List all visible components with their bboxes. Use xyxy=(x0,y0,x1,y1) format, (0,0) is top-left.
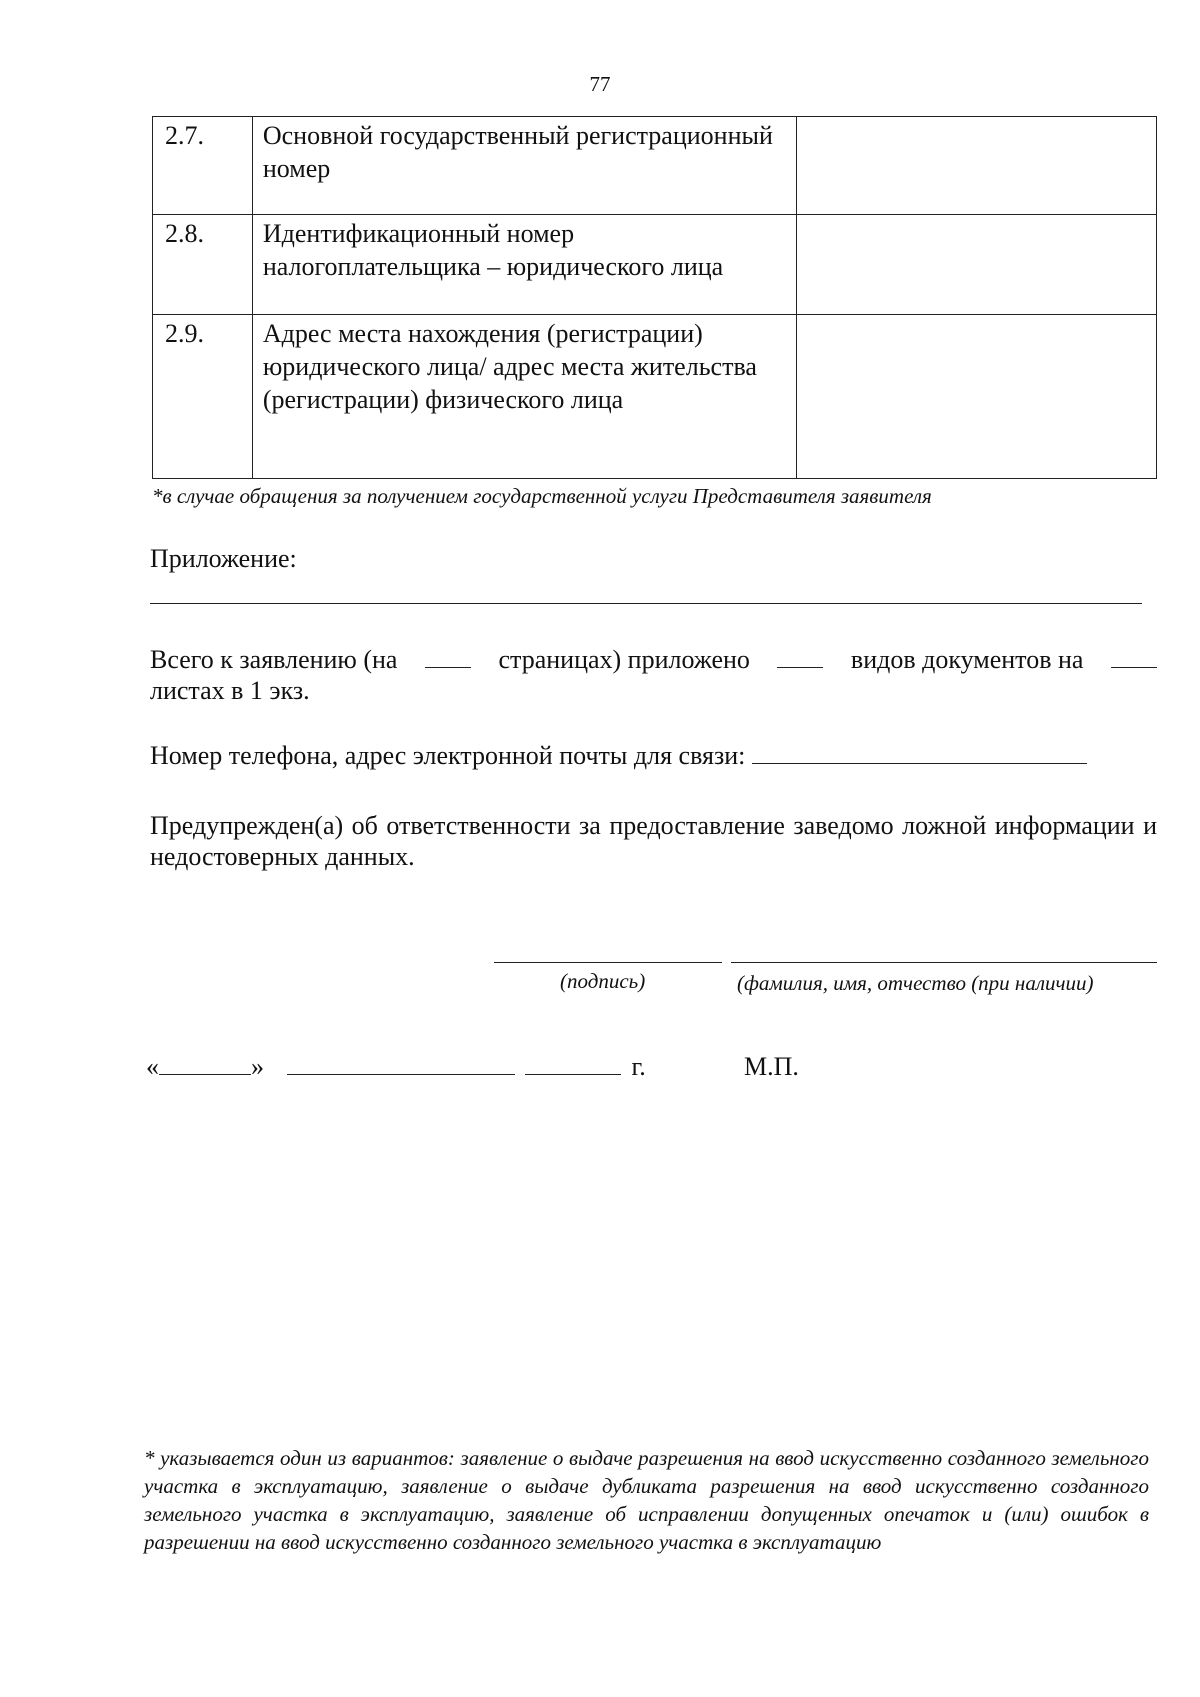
year-suffix: г. xyxy=(631,1052,646,1081)
sheets-count-field[interactable] xyxy=(1111,647,1157,668)
footnote: * указывается один из вариантов: заявление о выдаче разрешения на ввод искусственно созданного земельного участка в эксплуатацию, заявление о выдаче дубликата разрешения на ввод искусственно созданного земельного участка в эксплуатацию, заявление об исправлении допущенных опечаток и (или) ошибок в разрешении на ввод искусственно созданного земельного участка в эксплуатацию xyxy=(144,1446,1149,1554)
row-number: 2.9. xyxy=(153,315,253,479)
row-value-field[interactable] xyxy=(797,215,1157,315)
table-row xyxy=(153,117,1157,215)
contact-label: Номер телефона, адрес электронной почты для связи: xyxy=(150,741,746,770)
table-row xyxy=(153,315,1157,479)
document-types-count-field[interactable] xyxy=(777,647,823,668)
signature-caption: (подпись) xyxy=(560,969,646,993)
row-label: Основной государственный регистрационный номер xyxy=(252,117,796,215)
row-number: 2.8. xyxy=(153,215,253,315)
stamp-place-label: М.П. xyxy=(744,1052,799,1081)
year-field[interactable] xyxy=(525,1052,621,1075)
day-field[interactable] xyxy=(159,1052,251,1075)
attachments-text-4: листах в 1 экз. xyxy=(150,676,310,705)
attachments-text-2: страницах) приложено xyxy=(498,645,750,674)
attachments-text-1: Всего к заявлению (на xyxy=(150,645,398,674)
row-value-field[interactable] xyxy=(797,315,1157,479)
row-number: 2.7. xyxy=(153,117,253,215)
open-quote: « xyxy=(146,1052,159,1081)
full-name-caption: (фамилия, имя, отчество (при наличии) xyxy=(737,971,1094,995)
applicant-details-table xyxy=(152,116,1157,479)
table-row xyxy=(153,215,1157,315)
attachments-text-3: видов документов на xyxy=(850,645,1084,674)
full-name-line-field[interactable] xyxy=(731,962,1157,963)
row-label: Адрес места нахождения (регистрации) юридического лица/ адрес места жительства (регистрации) физического лица xyxy=(252,315,796,479)
month-field[interactable] xyxy=(287,1052,515,1075)
pages-count-field[interactable] xyxy=(425,647,471,668)
liability-warning: Предупрежден(а) об ответственности за предоставление заведомо ложной информации и недостоверных данных. xyxy=(150,811,1157,871)
row-label: Идентификационный номер налогоплательщика – юридического лица xyxy=(252,215,796,315)
signature-line-field[interactable] xyxy=(494,962,722,963)
contact-line xyxy=(150,740,1160,771)
appendix-line-field[interactable] xyxy=(150,603,1142,604)
contact-field[interactable] xyxy=(752,743,1087,764)
date-line xyxy=(146,1052,646,1082)
page-number: 77 xyxy=(589,72,611,96)
attachments-paragraph xyxy=(150,644,1160,706)
attachments-line-1 xyxy=(150,644,1157,675)
close-quote: » xyxy=(251,1052,264,1081)
appendix-label: Приложение: xyxy=(150,544,297,573)
row-value-field[interactable] xyxy=(797,117,1157,215)
representative-note: *в случае обращения за получением государственной услуги Представителя заявителя xyxy=(152,484,932,508)
